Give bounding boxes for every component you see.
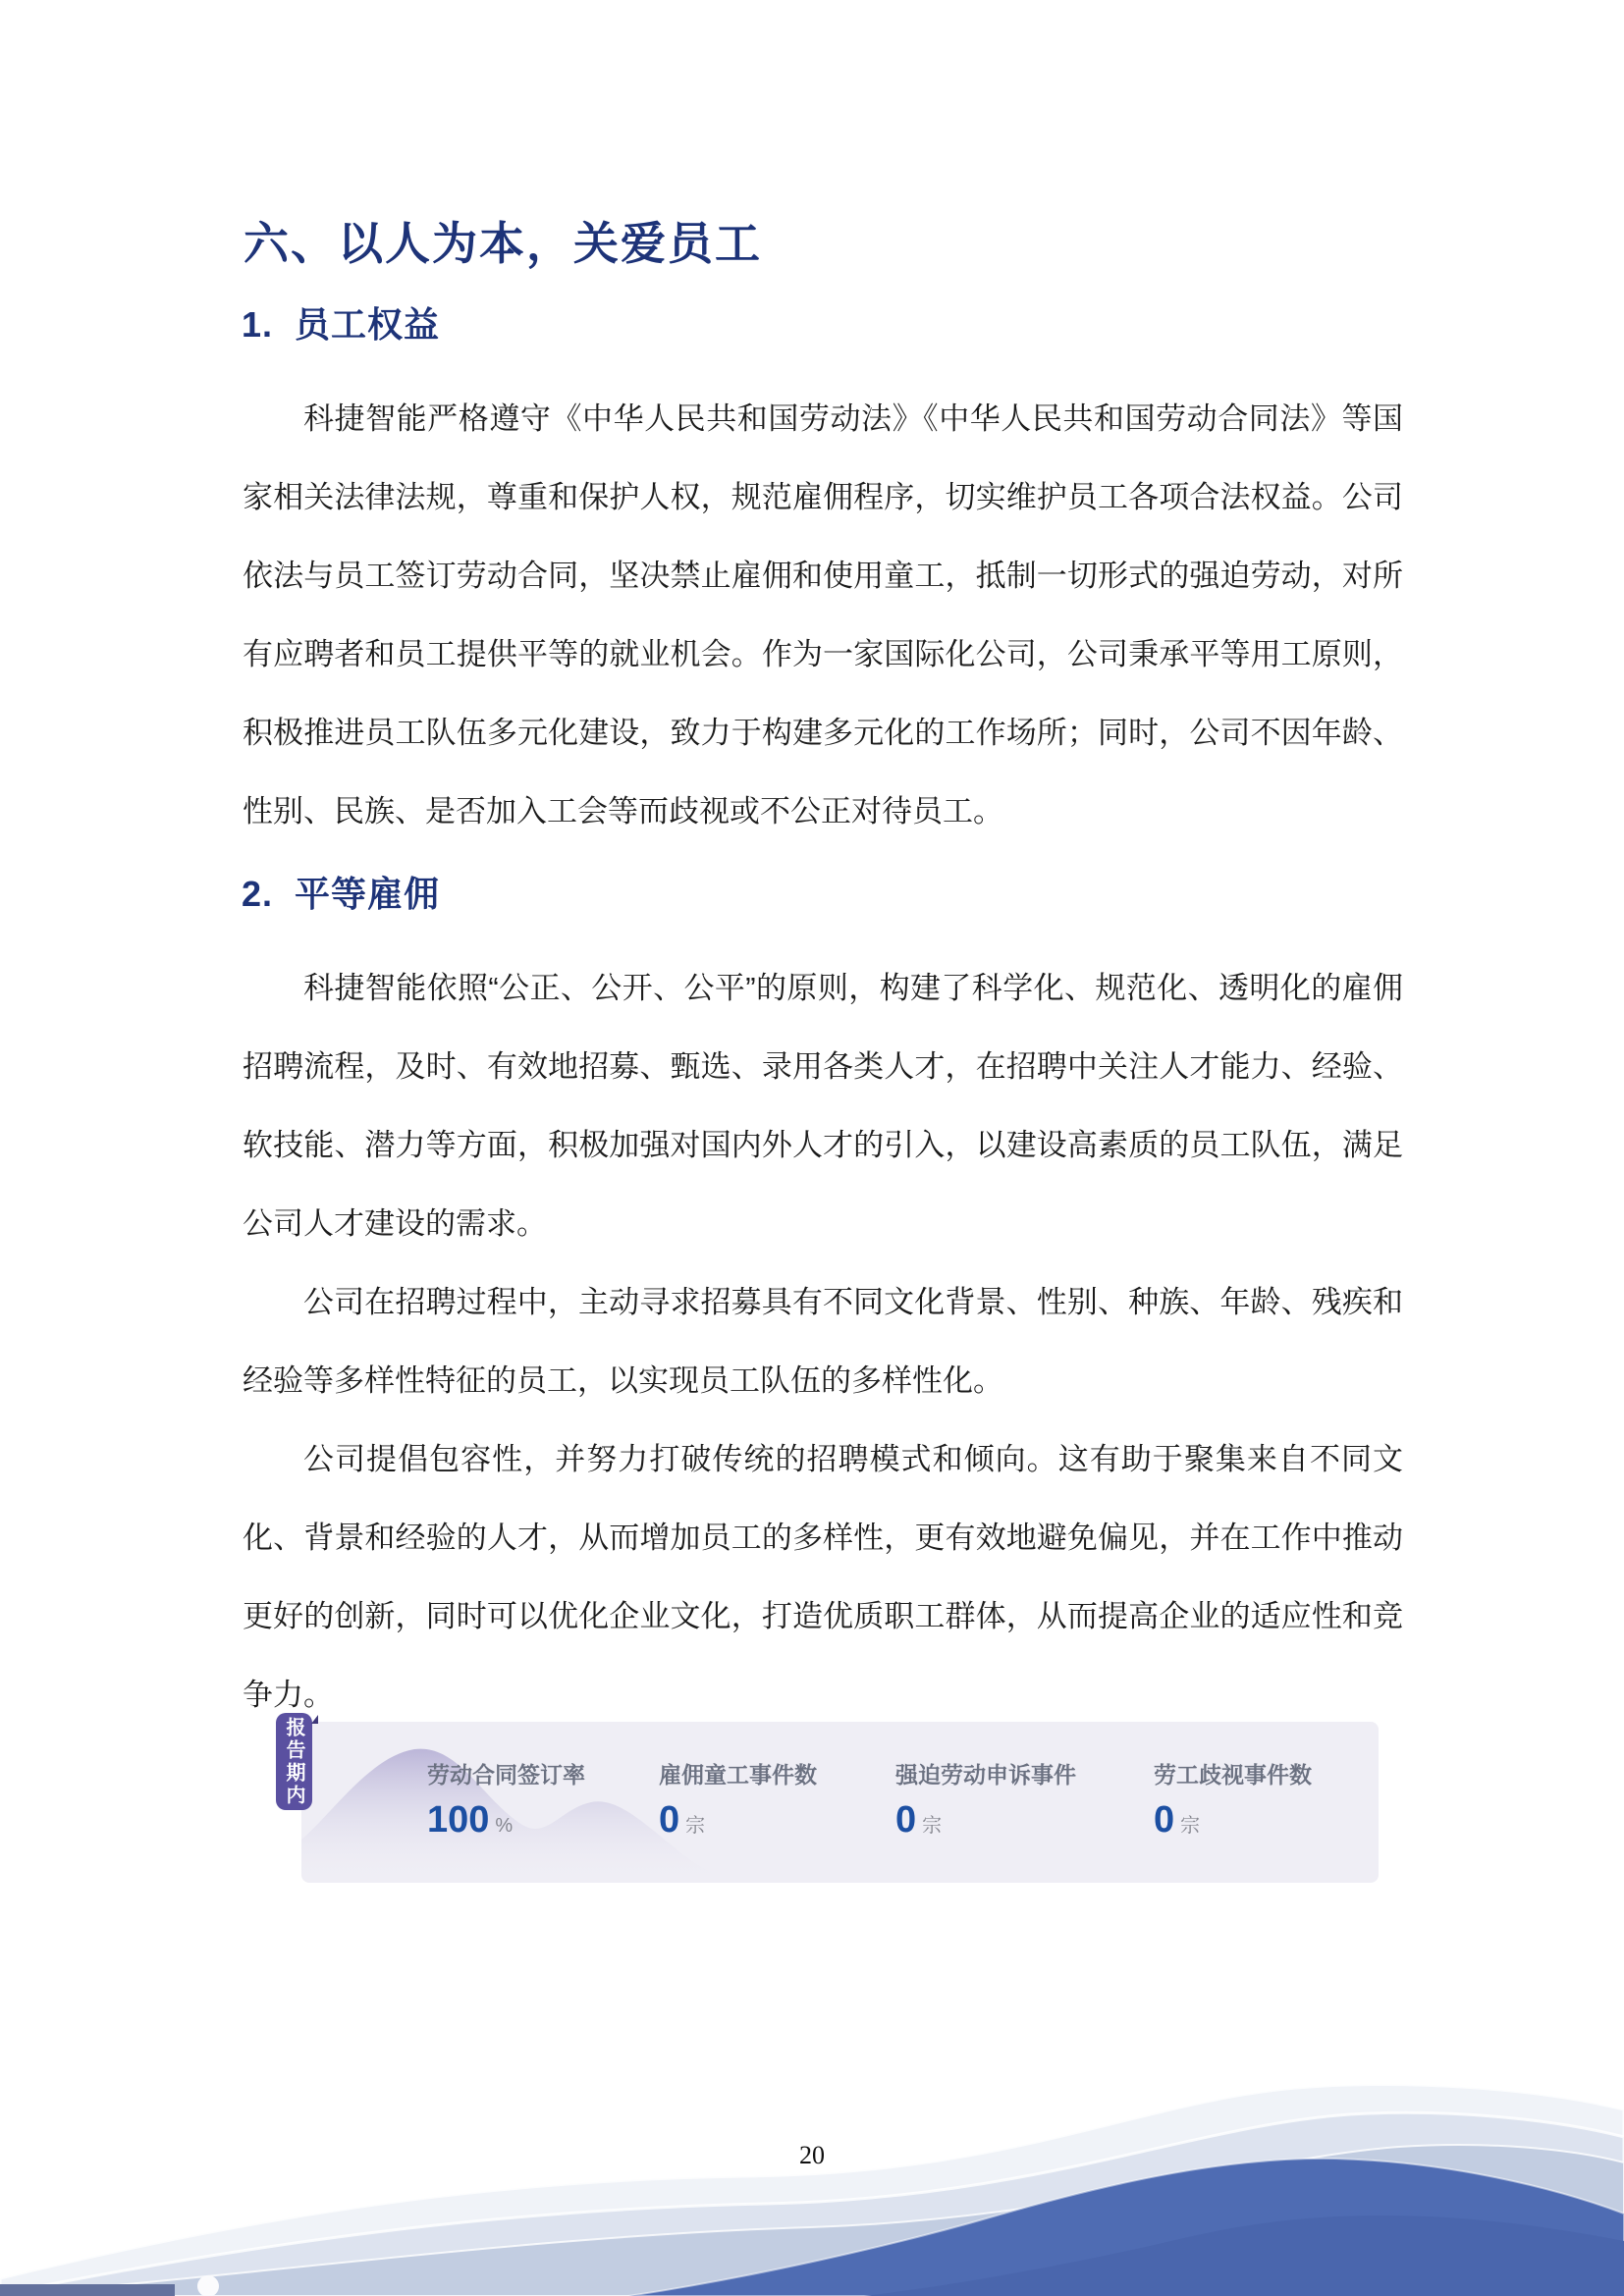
stat-child-labor-incidents <box>659 1757 817 1842</box>
paragraph-equal-employment-3: 公司提倡包容性，并努力打破传统的招聘模式和倾向。这有助于聚集来自不同文化、背景和经验的人才，从而增加员工的多样性，更有效地避免偏见，并在工作中推动更好的创新，同时可以优化企业文化，打造优质职工群体，从而提高企业的适应性和竞争力。 <box>243 1442 1403 1712</box>
stat-label: 雇佣童工事件数 <box>659 1762 817 1788</box>
tab-fold-corner <box>311 1715 318 1724</box>
paragraph-employee-rights: 科捷智能严格遵守《中华人民共和国劳动法》《中华人民共和国劳动合同法》等国家相关法律法规，尊重和保护人权，规范雇佣程序，切实维护员工各项合法权益。公司依法与员工签订劳动合同，坚决禁止雇佣和使用童工，抵制一切形式的强迫劳动，对所有应聘者和员工提供平等的就业机会。作为一家国际化公司，公司秉承平等用工原则，积极推进员工队伍多元化建设，致力于构建多元化的工作场所；同时，公司不因年龄、性别、民族、是否加入工会等而歧视或不公正对待员工。 <box>243 401 1403 828</box>
stat-labor-contract-rate <box>427 1757 585 1842</box>
page-title: 六、以人为本，关爱员工 <box>244 218 762 269</box>
reporting-period-tab <box>276 1713 312 1810</box>
reporting-period-stats-card <box>276 1713 1379 1883</box>
stat-label: 劳动合同签订率 <box>427 1762 585 1788</box>
section-title: 员工权益 <box>295 304 441 345</box>
stat-value: 0 <box>895 1799 917 1841</box>
stat-unit: 宗 <box>685 1815 706 1837</box>
section-number: 1. <box>242 304 274 345</box>
stat-forced-labor-complaints <box>895 1757 1076 1842</box>
stat-labor-discrimination-incidents <box>1154 1757 1312 1842</box>
stat-value: 100 <box>427 1799 490 1841</box>
paragraph-equal-employment-1: 科捷智能依照“公正、公开、公平”的原则，构建了科学化、规范化、透明化的雇佣招聘流程，及时、有效地招募、甄选、录用各类人才，在招聘中关注人才能力、经验、软技能、潜力等方面，积极加强对国内外人才的引入，以建设高素质的员工队伍，满足公司人才建设的需求。 <box>243 971 1403 1241</box>
stat-unit: 宗 <box>922 1815 943 1837</box>
stat-unit: % <box>495 1815 514 1837</box>
stat-value: 0 <box>659 1799 680 1841</box>
section-title: 平等雇佣 <box>295 874 441 914</box>
stat-value: 0 <box>1154 1799 1175 1841</box>
stat-label: 强迫劳动申诉事件 <box>895 1762 1076 1788</box>
section-heading-1 <box>242 297 440 347</box>
page-number: 20 <box>799 2141 825 2169</box>
stats-card-body <box>301 1722 1379 1883</box>
section-number: 2. <box>242 874 274 914</box>
paragraph-equal-employment-2: 公司在招聘过程中，主动寻求招募具有不同文化背景、性别、种族、年龄、残疾和经验等多样性特征的员工，以实现员工队伍的多样性化。 <box>243 1285 1403 1398</box>
section-heading-2 <box>242 867 440 917</box>
reporting-period-label: 报告期内 <box>283 1716 304 1807</box>
stat-unit: 宗 <box>1180 1815 1201 1837</box>
stat-label: 劳工歧视事件数 <box>1154 1762 1312 1788</box>
